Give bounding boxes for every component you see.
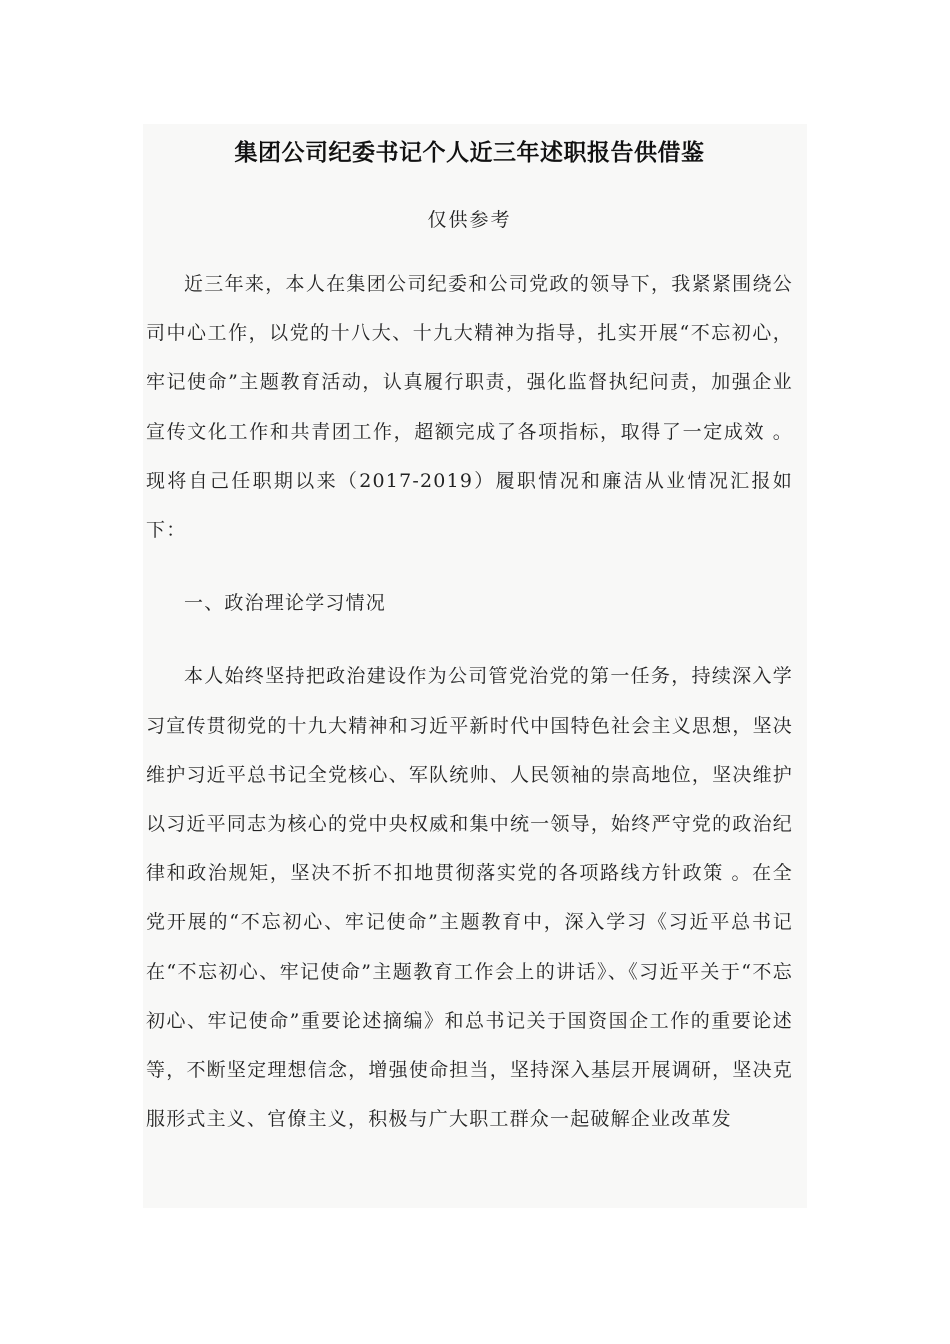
document-body — [146, 260, 793, 1144]
document-subtitle: 仅供参考 — [427, 209, 512, 231]
paragraph-political-study: 本人始终坚持把政治建设作为公司管党治党的第一任务，持续深入学习宣传贯彻党的十九大精神和习近平新时代中国特色社会主义思想，坚决维护习近平总书记全党核心、军队统帅、人民领袖的崇高地位，坚决维护以习近平同志为核心的党中央权威和集中统一领导，始终严守党的政治纪律和政治规矩，坚决不折不扣地贯彻落实党的各项路线方针政策 。在全党开展的“不忘初心、牢记使命”主题教育中，深入学习《习近平总书记在“不忘初心、牢记使命”主题教育工作会上的讲话》、《习近平关于“不忘初心、牢记使命”重要论述摘编》和总书记关于国资国企工作的重要论述等，不断坚定理想信念，增强使命担当，坚持深入基层开展调研，坚决克服形式主义、官僚主义，积极与广大职工群众一起破解企业改革发 — [146, 665, 793, 1131]
section-heading-political-study: 一、政治理论学习情况 — [184, 592, 387, 615]
document-title: 集团公司纪委书记个人近三年述职报告供借鉴 — [234, 140, 705, 166]
paragraph-intro: 近三年来，本人在集团公司纪委和公司党政的领导下，我紧紧围绕公司中心工作，以党的十八大、十九大精神为指导，扎实开展“不忘初心，牢记使命”主题教育活动，认真履行职责，强化监督执纪问责，加强企业宣传文化工作和共青团工作，超额完成了各项指标，取得了一定成效 。现将自己任职期以来（2017-2019）履职情况和廉洁从业情况汇报如下： — [146, 273, 793, 542]
document-page — [143, 124, 807, 1208]
